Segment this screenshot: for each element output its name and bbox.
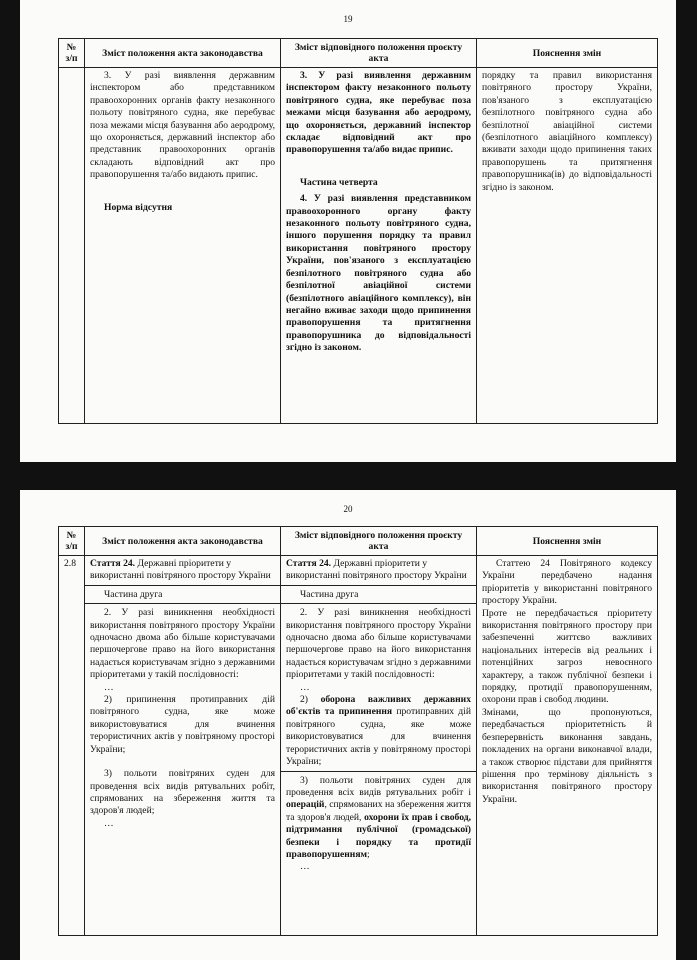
part-heading: Частина друга: [300, 588, 359, 600]
header-draft-content: Зміст відповідного положення проєкту акта: [281, 527, 477, 556]
item-number: 2): [300, 694, 321, 706]
draft-paragraph: 2. У разі виникнення необхідності використання повітряного простору України одночасно двома або більше користувачами першочергове право на його використання надається користувачам згідно з державними пріоритетами у такій послідовності:: [286, 607, 471, 681]
inserted-text: операцій: [286, 799, 325, 811]
page-number: 20: [343, 504, 353, 514]
part-heading: Частина четверта: [300, 176, 378, 188]
law-paragraph: 2. У разі виникнення необхідності використання повітряного простору України одночасно двома або більше користувачами першочергове право на його використання надається користувачам згідно з державними пріоритетами у такій послідовності:: [90, 607, 275, 681]
row-number-cell: [59, 68, 85, 424]
table-row: [59, 68, 658, 424]
norm-absent-label: Норма відсутня: [104, 201, 173, 213]
article-number: Стаття 24.: [90, 558, 136, 569]
ellipsis: …: [104, 817, 114, 829]
paragraph-text: ;: [367, 848, 370, 860]
ellipsis: …: [104, 681, 114, 693]
explanation-cell: [477, 556, 658, 936]
inserted-text: охорони їх прав і свобод, підтримання публічної (громадської) безпеки і порядку та протидії правопорушенням: [286, 811, 471, 860]
header-law-content: Зміст положення акта законодавства: [85, 39, 281, 68]
explanation-paragraph: порядку та правил використання повітряного простору України, пов'язаного з експлуатацією безпілотного повітряного судна або безпілотної авіаційної системи (безпілотного авіаційного комплексу) вживати заходи щодо припинення таких правопорушень та притягнення правопорушника(ів) до відповідальності згідно із законом.: [482, 70, 652, 193]
page-number: 19: [343, 14, 353, 24]
ellipsis: …: [300, 861, 310, 873]
table-header-row: [59, 527, 658, 556]
article-number: Стаття 24.: [286, 558, 332, 569]
draft-paragraph: 4. У разі виявлення представником правоохоронного органу факту незаконного польоту повітряного судна, іншого порушення порядку та правил використання повітряного простору України, пов'язаного з експлуатацією безпілотного повітряного судна або безпілотної авіаційної системи (безпілотного авіаційного комплексу), він негайно вживає заходи щодо припинення правопорушення та притягнення правопорушника до відповідальності згідно із законом.: [286, 193, 471, 354]
header-law-content: Зміст положення акта законодавства: [85, 527, 281, 556]
paragraph-text: , спрямованих на збереження життя та здоров'я людей,: [286, 799, 471, 823]
law-content-cell: [85, 556, 281, 936]
law-paragraph: 2) припинення протиправних дій повітряного судна, яке може використовуватися для вчинення терористичних актів у повітряному просторі України;: [90, 694, 275, 755]
header-draft-content: Зміст відповідного положення проєкту акта: [281, 39, 477, 68]
table-header-row: [59, 39, 658, 68]
article-name: Державні пріоритети у використанні повітряного простору України: [90, 558, 271, 582]
article-name: Державні пріоритети у використанні повітряного простору України: [286, 558, 467, 582]
draft-paragraph: [286, 694, 471, 768]
header-explanation: Пояснення змін: [477, 527, 658, 556]
header-number: № з/п: [59, 39, 85, 68]
comparison-table: [58, 38, 658, 424]
header-number: № з/п: [59, 527, 85, 556]
comparison-table: [58, 526, 658, 936]
law-paragraph: 3) польоти повітряних суден для проведення всіх видів рятувальних робіт, спрямованих на збереження життя та здоров'я людей;: [90, 768, 275, 817]
paragraph-text: 3) польоти повітряних суден для проведення всіх видів рятувальних робіт і: [286, 774, 471, 798]
article-title: [90, 558, 275, 583]
law-paragraph: 3. У разі виявлення державним інспектором або представником правоохоронних органів факту незаконного польоту повітряного судна, яке перебуває поза межами місця базування або аеродрому, що охороняється, державний інспектор або представник правоохоронних органів складають відповідний акт про правопорушення та/або видають припис.: [90, 70, 275, 181]
draft-paragraph: [286, 775, 471, 862]
draft-paragraph: 3. У разі виявлення державним інспектором факту незаконного польоту повітряного судна, яке перебуває поза межами місця базування або аеродрому, що охороняється, державний інспектор складає відповідний акт про правопорушення та/або видає припис.: [286, 70, 471, 156]
part-heading: Частина друга: [104, 588, 163, 600]
ellipsis: …: [300, 681, 310, 693]
explanation-paragraph: Змінами, що пропонуються, передбачається пріоритетність й безперервність виконання завдань, покладених на органи виконавчої влади, а також створює підстави для прийняття рішення про термінову діяльність з використання повітряного простору України.: [482, 706, 652, 805]
row-number-cell: 2.8: [59, 556, 85, 936]
law-content-cell: [85, 68, 281, 424]
paragraph-text: протиправних дій повітряного судна, яке може використовуватися для вчинення терористичних актів у повітряному просторі України;: [286, 706, 471, 768]
draft-content-cell: [281, 556, 477, 936]
document-page-20: [20, 490, 676, 960]
article-title: [286, 558, 471, 583]
explanation-paragraph: Статтею 24 Повітряного кодексу України передбачено надання пріоритетів у використанні повітряного простору України.: [482, 558, 652, 607]
explanation-cell: [477, 68, 658, 424]
header-explanation: Пояснення змін: [477, 39, 658, 68]
inserted-text: оборона важливих державних об'єктів та припинення: [286, 694, 471, 718]
table-row: [59, 556, 658, 936]
draft-content-cell: [281, 68, 477, 424]
explanation-paragraph: Проте не передбачається пріоритету використання повітряного простору при забезпеченні життєво важливих національних інтересів від реальних і потенційних загроз невоєнного характеру, а також публічної безпеки і порядку, протидії правопорушенням, охорони прав і свобод людини.: [482, 607, 652, 706]
document-page-19: [20, 0, 676, 462]
